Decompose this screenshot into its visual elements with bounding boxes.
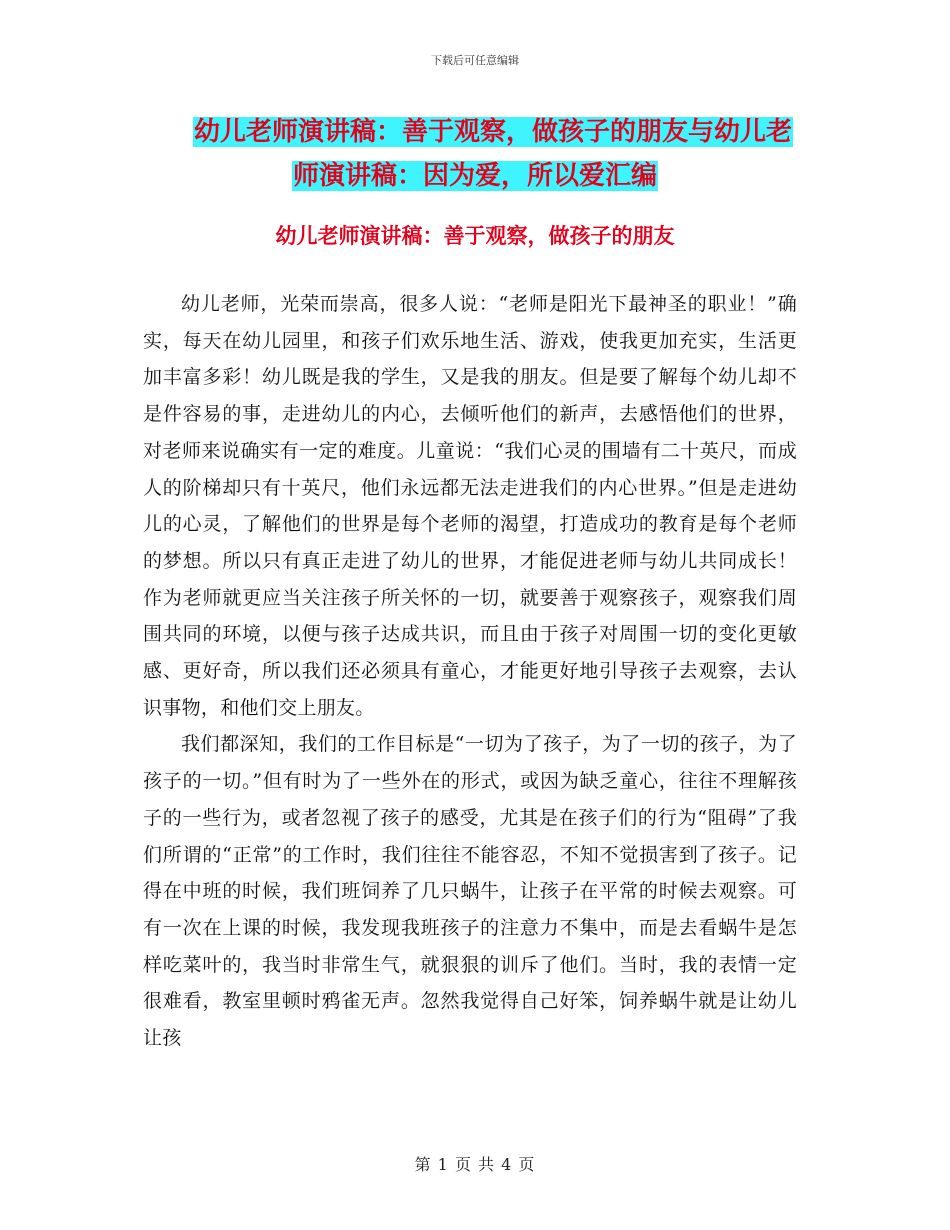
- paragraph: 幼儿老师，光荣而崇高，很多人说：“老师是阳光下最神圣的职业！”确实，每天在幼儿园里，和孩子们欢乐地生活、游戏，使我更加充实，生活更加丰富多彩！幼儿既是我的学生，又是我的朋友。但是要了解每个幼儿却不是件容易的事，走进幼儿的内心，去倾听他们的新声，去感悟他们的世界，对老师来说确实有一定的难度。儿童说：“我们心灵的围墙有二十英尺，而成人的阶梯却只有十英尺，他们永远都无法走进我们的内心世界。”但是走进幼儿的心灵，了解他们的世界是每个老师的渴望，打造成功的教育是每个老师的梦想。所以只有真正走进了幼儿的世界，才能促进老师与幼儿共同成长！作为老师就更应当关注孩子所关怀的一切，就要善于观察孩子，观察我们周围共同的环境，以便与孩子达成共识，而且由于孩子对周围一切的变化更敏感、更好奇，所以我们还必须具有童心，才能更好地引导孩子去观察，去认识事物，和他们交上朋友。: [143, 293, 797, 719]
- document-title: [150, 110, 830, 198]
- header-note: 下载后可任意编辑: [431, 54, 519, 67]
- paragraph: 我们都深知，我们的工作目标是“一切为了孩子，为了一切的孩子，为了孩子的一切。”但有时为了一些外在的形式，或因为缺乏童心，往往不理解孩子的一些行为，或者忽视了孩子的感受，尤其是在孩子们的行为“阻碍”了我们所谓的“正常”的工作时，我们往往不能容忍，不知不觉损害到了孩子。记得在中班的时候，我们班饲养了几只蜗牛，让孩子在平常的时候去观察。可有一次在上课的时候，我发现我班孩子的注意力不集中，而是去看蜗牛是怎样吃菜叶的，我当时非常生气，就狠狠的训斥了他们。当时，我的表情一定很难看，教室里顿时鸦雀无声。忽然我觉得自己好笨，饲养蜗牛就是让幼儿让孩: [143, 733, 797, 1050]
- page-footer: 第 1 页 共 4 页: [414, 1155, 536, 1174]
- body-text: [143, 286, 797, 1057]
- section-title: 幼儿老师演讲稿：善于观察，做孩子的朋友: [275, 224, 675, 248]
- title-highlight-2: 师演讲稿：因为爱，所以爱汇编: [293, 161, 658, 191]
- document-title-line-1: [193, 110, 830, 154]
- title-highlight-1: 幼儿老师演讲稿：善于观察，做孩子的朋友与幼儿老: [194, 117, 793, 147]
- document-title-line-2: [292, 154, 830, 198]
